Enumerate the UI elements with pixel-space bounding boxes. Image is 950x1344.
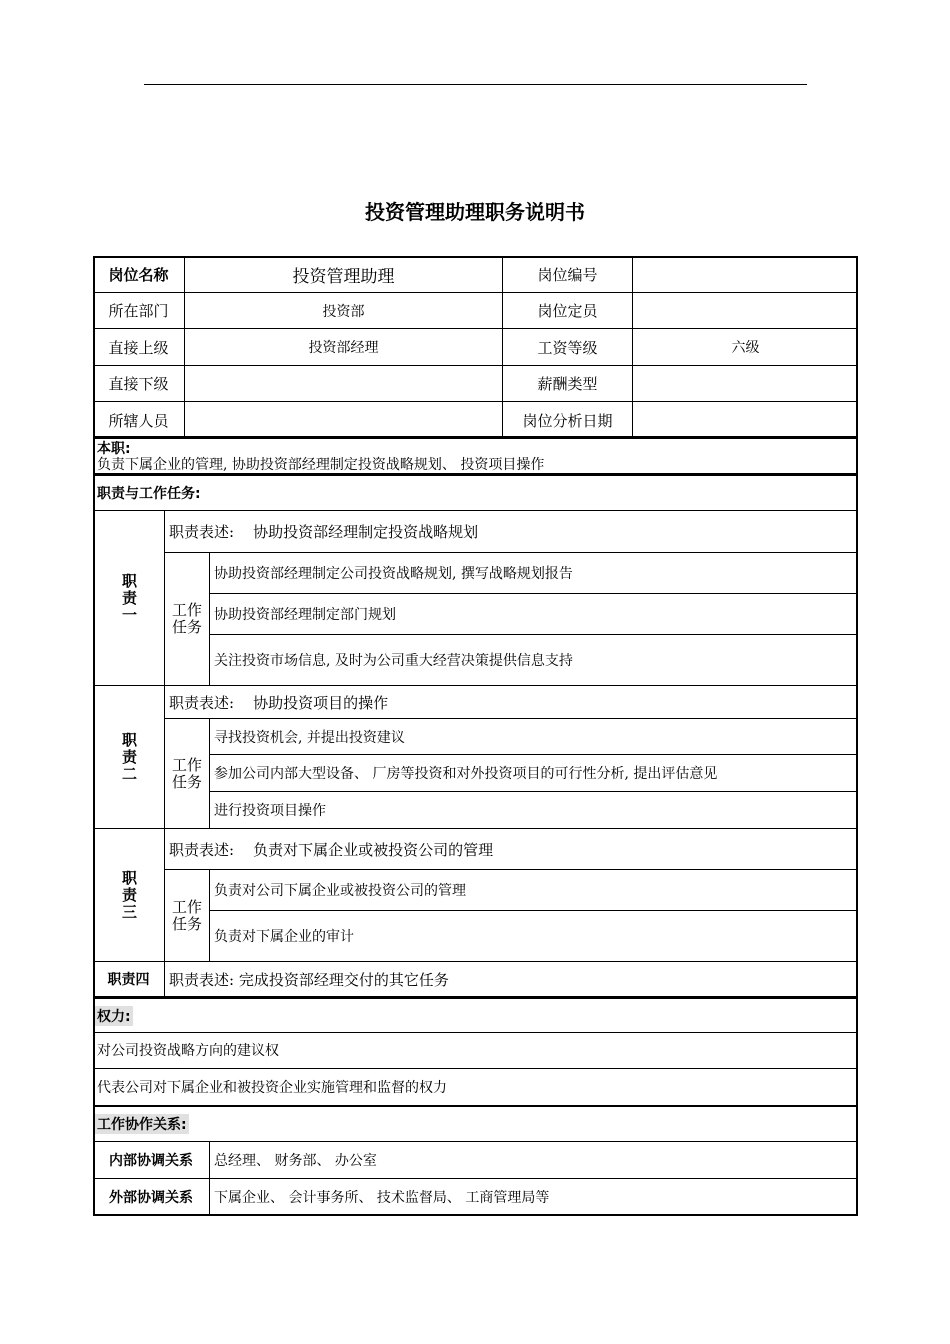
position-no-value: [633, 256, 858, 292]
duty-1-task-label-text: 工作任务: [171, 601, 202, 636]
superior-label: 直接上级: [108, 338, 169, 357]
position-no-label: 岗位编号: [537, 265, 598, 284]
relations-label-text: 工作协作关系:: [95, 1114, 189, 1134]
duty-3-task-1: 负责对公司下属企业或被投资公司的管理: [214, 883, 466, 899]
duty-1-name-text: 职责一: [120, 572, 138, 624]
position-name-value: 投资管理助理: [292, 266, 395, 287]
duty-2-task-3: 进行投资项目操作: [214, 803, 326, 819]
internal-relations-value: 总经理、 财务部、 办公室: [214, 1153, 377, 1169]
pay-type-value: [633, 366, 858, 401]
duty-4-statement: 职责表述: 完成投资部经理交付的其它任务: [169, 970, 449, 989]
headcount-label: 岗位定员: [537, 302, 598, 320]
authority-label: [95, 1006, 295, 1026]
internal-relations-label: 内部协调关系: [109, 1153, 193, 1169]
header-rule: [144, 84, 807, 85]
headcount-value: [633, 293, 858, 328]
duties-label: 职责与工作任务:: [97, 486, 201, 502]
analysis-date-value: [633, 402, 858, 438]
duty-2-task-label: [165, 719, 209, 828]
duty-1-statement: 职责表述: 协助投资部经理制定投资战略规划: [169, 523, 479, 541]
staff-value: [185, 402, 502, 438]
dept-label: 所在部门: [108, 302, 169, 320]
external-relations-value: 下属企业、 会计事务所、 技术监督局、 工商管理局等: [214, 1189, 550, 1206]
dept-value: 投资部: [322, 303, 365, 320]
core-text: 负责下属企业的管理, 协助投资部经理制定投资战略规划、 投资项目操作: [97, 457, 545, 473]
authority-item-2: 代表公司对下属企业和被投资企业实施管理和监督的权力: [97, 1080, 447, 1096]
duty-1-name: [93, 511, 164, 685]
authority-label-text: 权力:: [95, 1006, 133, 1026]
position-name-label: 岗位名称: [108, 265, 169, 284]
duty-2-name: [93, 686, 164, 828]
duty-2-task-2: 参加公司内部大型设备、 厂房等投资和对外投资项目的可行性分析, 提出评估意见: [214, 766, 718, 782]
duty-3-name-text: 职责三: [120, 869, 138, 921]
duty-1-task-2: 协助投资部经理制定部门规划: [214, 607, 396, 623]
page-title: 投资管理助理职务说明书: [365, 200, 585, 224]
duty-2-task-label-text: 工作任务: [171, 755, 202, 791]
duty-2-task-1: 寻找投资机会, 并提出投资建议: [214, 729, 405, 746]
duty-2-name-text: 职责二: [120, 731, 138, 783]
analysis-date-label: 岗位分析日期: [522, 411, 613, 430]
duty-3-task-label-text: 工作任务: [171, 897, 202, 933]
duty-3-task-label: [165, 870, 209, 961]
duty-2-statement: 职责表述: 协助投资项目的操作: [169, 693, 389, 712]
duty-3-statement: 职责表述: 负责对下属企业或被投资公司的管理: [169, 840, 494, 859]
duty-4-name: 职责四: [107, 972, 150, 988]
superior-value: 投资部经理: [308, 340, 379, 356]
duty-1-task-3: 关注投资市场信息, 及时为公司重大经营决策提供信息支持: [214, 653, 573, 669]
duty-3-name: [93, 829, 164, 961]
staff-label: 所辖人员: [108, 411, 169, 430]
relations-label: [95, 1114, 335, 1134]
salary-grade-value: 六级: [731, 340, 760, 356]
subordinate-label: 直接下级: [108, 375, 169, 393]
duty-3-task-2: 负责对下属企业的审计: [214, 929, 354, 945]
duty-1-task-1: 协助投资部经理制定公司投资战略规划, 撰写战略规划报告: [214, 566, 573, 582]
authority-item-1: 对公司投资战略方向的建议权: [97, 1043, 279, 1059]
salary-grade-label: 工资等级: [537, 338, 598, 357]
subordinate-value: [185, 366, 502, 401]
core-label: 本职:: [97, 441, 131, 457]
external-relations-label: 外部协调关系: [109, 1189, 193, 1206]
duty-1-task-label: [165, 553, 209, 685]
pay-type-label: 薪酬类型: [537, 375, 598, 393]
